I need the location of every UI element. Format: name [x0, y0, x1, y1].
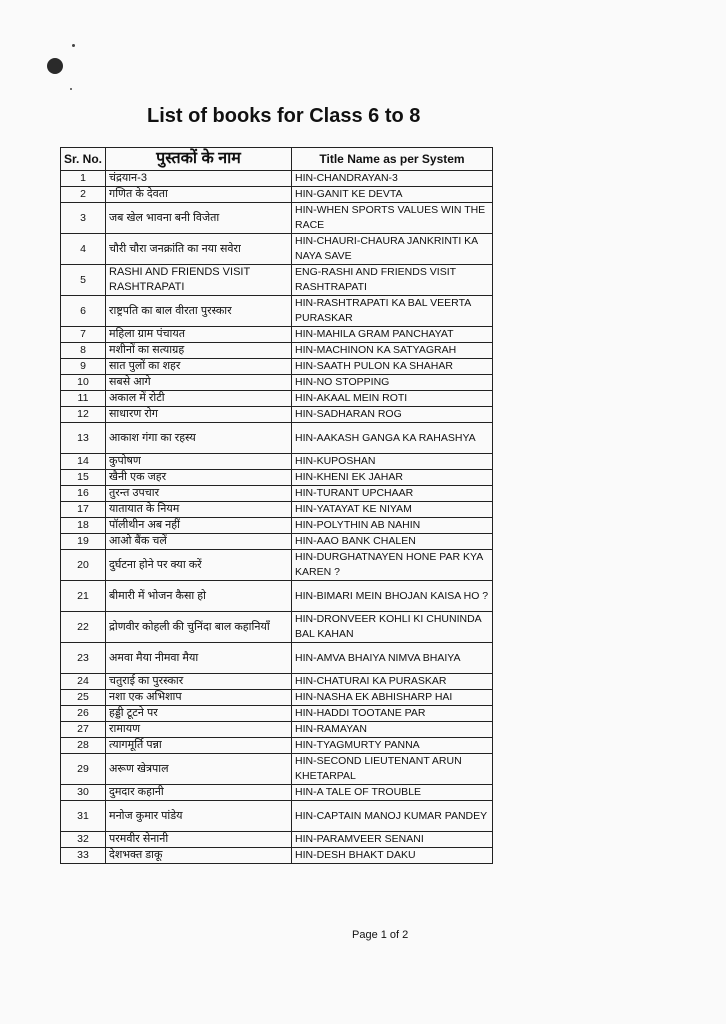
cell-sr-no: 22 — [61, 612, 106, 643]
cell-hindi-title: अकाल में रोटी — [106, 391, 292, 407]
cell-sr-no: 12 — [61, 407, 106, 423]
table-row — [61, 722, 493, 738]
cell-hindi-title: आओ बैंक चलें — [106, 534, 292, 550]
scan-speck — [70, 88, 72, 90]
table-row — [61, 359, 493, 375]
cell-system-title: HIN-CAPTAIN MANOJ KUMAR PANDEY — [292, 801, 493, 832]
cell-system-title: HIN-AAKASH GANGA KA RAHASHYA — [292, 423, 493, 454]
cell-hindi-title: चौरी चौरा जनक्रांति का नया सवेरा — [106, 234, 292, 265]
cell-hindi-title: यातायात के नियम — [106, 502, 292, 518]
cell-sr-no: 4 — [61, 234, 106, 265]
cell-system-title: HIN-TYAGMURTY PANNA — [292, 738, 493, 754]
table-row — [61, 550, 493, 581]
cell-sr-no: 26 — [61, 706, 106, 722]
cell-sr-no: 10 — [61, 375, 106, 391]
cell-hindi-title: कुपोषण — [106, 454, 292, 470]
table-row — [61, 296, 493, 327]
cell-sr-no: 25 — [61, 690, 106, 706]
table-row — [61, 423, 493, 454]
books-table-container — [60, 147, 492, 864]
cell-sr-no: 27 — [61, 722, 106, 738]
table-row — [61, 690, 493, 706]
cell-hindi-title: हड्डी टूटने पर — [106, 706, 292, 722]
cell-system-title: HIN-A TALE OF TROUBLE — [292, 785, 493, 801]
cell-sr-no: 30 — [61, 785, 106, 801]
table-row — [61, 848, 493, 864]
cell-hindi-title: आकाश गंगा का रहस्य — [106, 423, 292, 454]
cell-sr-no: 6 — [61, 296, 106, 327]
books-table — [60, 147, 493, 864]
cell-system-title: HIN-SAATH PULON KA SHAHAR — [292, 359, 493, 375]
cell-system-title: HIN-CHANDRAYAN-3 — [292, 171, 493, 187]
table-row — [61, 785, 493, 801]
cell-sr-no: 32 — [61, 832, 106, 848]
cell-hindi-title: सबसे आगे — [106, 375, 292, 391]
cell-system-title: HIN-NO STOPPING — [292, 375, 493, 391]
cell-system-title: HIN-YATAYAT KE NIYAM — [292, 502, 493, 518]
cell-system-title: ENG-RASHI AND FRIENDS VISIT RASHTRAPATI — [292, 265, 493, 296]
cell-hindi-title: तुरन्त उपचार — [106, 486, 292, 502]
cell-sr-no: 16 — [61, 486, 106, 502]
table-row — [61, 171, 493, 187]
cell-system-title: HIN-DESH BHAKT DAKU — [292, 848, 493, 864]
cell-system-title: HIN-CHATURAI KA PURASKAR — [292, 674, 493, 690]
cell-hindi-title: रामायण — [106, 722, 292, 738]
cell-system-title: HIN-KHENI EK JAHAR — [292, 470, 493, 486]
cell-system-title: HIN-NASHA EK ABHISHARP HAI — [292, 690, 493, 706]
cell-sr-no: 31 — [61, 801, 106, 832]
table-row — [61, 234, 493, 265]
table-row — [61, 265, 493, 296]
cell-sr-no: 1 — [61, 171, 106, 187]
table-row — [61, 502, 493, 518]
cell-hindi-title: खैनी एक जहर — [106, 470, 292, 486]
cell-hindi-title: नशा एक अभिशाप — [106, 690, 292, 706]
table-row — [61, 706, 493, 722]
cell-sr-no: 2 — [61, 187, 106, 203]
cell-sr-no: 7 — [61, 327, 106, 343]
cell-system-title: HIN-DURGHATNAYEN HONE PAR KYA KAREN ? — [292, 550, 493, 581]
cell-hindi-title: दुर्घटना होने पर क्या करें — [106, 550, 292, 581]
cell-system-title: HIN-AAO BANK CHALEN — [292, 534, 493, 550]
cell-system-title: HIN-HADDI TOOTANE PAR — [292, 706, 493, 722]
cell-sr-no: 33 — [61, 848, 106, 864]
table-row — [61, 643, 493, 674]
cell-system-title: HIN-BIMARI MEIN BHOJAN KAISA HO ? — [292, 581, 493, 612]
cell-sr-no: 29 — [61, 754, 106, 785]
table-body — [61, 171, 493, 864]
punch-hole — [47, 58, 63, 74]
table-row — [61, 612, 493, 643]
cell-hindi-title: महिला ग्राम पंचायत — [106, 327, 292, 343]
page-footer: Page 1 of 2 — [352, 929, 409, 941]
cell-hindi-title: RASHI AND FRIENDS VISIT RASHTRAPATI — [106, 265, 292, 296]
cell-system-title: HIN-CHAURI-CHAURA JANKRINTI KA NAYA SAVE — [292, 234, 493, 265]
table-row — [61, 327, 493, 343]
cell-sr-no: 20 — [61, 550, 106, 581]
cell-sr-no: 21 — [61, 581, 106, 612]
cell-hindi-title: गणित के देवता — [106, 187, 292, 203]
cell-sr-no: 28 — [61, 738, 106, 754]
cell-system-title: HIN-GANIT KE DEVTA — [292, 187, 493, 203]
cell-hindi-title: साधारण रोग — [106, 407, 292, 423]
cell-system-title: HIN-AKAAL MEIN ROTI — [292, 391, 493, 407]
cell-system-title: HIN-KUPOSHAN — [292, 454, 493, 470]
table-row — [61, 375, 493, 391]
scan-speck — [72, 44, 75, 47]
cell-sr-no: 8 — [61, 343, 106, 359]
cell-sr-no: 19 — [61, 534, 106, 550]
cell-sr-no: 14 — [61, 454, 106, 470]
cell-system-title: HIN-TURANT UPCHAAR — [292, 486, 493, 502]
cell-system-title: HIN-PARAMVEER SENANI — [292, 832, 493, 848]
table-row — [61, 343, 493, 359]
cell-hindi-title: सात पुलों का शहर — [106, 359, 292, 375]
cell-system-title: HIN-POLYTHIN AB NAHIN — [292, 518, 493, 534]
table-row — [61, 391, 493, 407]
header-hindi-title: पुस्तकों के नाम — [106, 148, 292, 171]
cell-hindi-title: जब खेल भावना बनी विजेता — [106, 203, 292, 234]
cell-sr-no: 24 — [61, 674, 106, 690]
cell-hindi-title: त्यागमूर्ति पन्ना — [106, 738, 292, 754]
cell-sr-no: 11 — [61, 391, 106, 407]
cell-hindi-title: मनोज कुमार पांडेय — [106, 801, 292, 832]
cell-hindi-title: दुमदार कहानी — [106, 785, 292, 801]
cell-sr-no: 13 — [61, 423, 106, 454]
table-row — [61, 187, 493, 203]
cell-hindi-title: मशीनों का सत्याग्रह — [106, 343, 292, 359]
cell-system-title: HIN-AMVA BHAIYA NIMVA BHAIYA — [292, 643, 493, 674]
header-system-title: Title Name as per System — [292, 148, 493, 171]
table-row — [61, 832, 493, 848]
table-row — [61, 738, 493, 754]
page-title: List of books for Class 6 to 8 — [147, 105, 421, 127]
cell-sr-no: 23 — [61, 643, 106, 674]
table-row — [61, 754, 493, 785]
cell-system-title: HIN-RAMAYAN — [292, 722, 493, 738]
table-row — [61, 486, 493, 502]
table-row — [61, 454, 493, 470]
cell-sr-no: 18 — [61, 518, 106, 534]
table-row — [61, 581, 493, 612]
cell-system-title: HIN-SADHARAN ROG — [292, 407, 493, 423]
cell-system-title: HIN-MAHILA GRAM PANCHAYAT — [292, 327, 493, 343]
cell-sr-no: 15 — [61, 470, 106, 486]
cell-hindi-title: बीमारी में भोजन कैसा हो — [106, 581, 292, 612]
cell-sr-no: 17 — [61, 502, 106, 518]
table-row — [61, 203, 493, 234]
cell-sr-no: 9 — [61, 359, 106, 375]
cell-hindi-title: अरूण खेत्रपाल — [106, 754, 292, 785]
table-row — [61, 674, 493, 690]
cell-system-title: HIN-WHEN SPORTS VALUES WIN THE RACE — [292, 203, 493, 234]
header-sr-no: Sr. No. — [61, 148, 106, 171]
cell-system-title: HIN-DRONVEER KOHLI KI CHUNINDA BAL KAHAN — [292, 612, 493, 643]
table-row — [61, 407, 493, 423]
cell-sr-no: 5 — [61, 265, 106, 296]
cell-hindi-title: चतुराई का पुरस्कार — [106, 674, 292, 690]
cell-system-title: HIN-MACHINON KA SATYAGRAH — [292, 343, 493, 359]
cell-hindi-title: द्रोणवीर कोहली की चुनिंदा बाल कहानियाँ — [106, 612, 292, 643]
cell-hindi-title: चंद्रयान-3 — [106, 171, 292, 187]
table-row — [61, 518, 493, 534]
cell-hindi-title: राष्ट्रपति का बाल वीरता पुरस्कार — [106, 296, 292, 327]
table-row — [61, 534, 493, 550]
cell-hindi-title: पॉलीथीन अब नहीं — [106, 518, 292, 534]
cell-hindi-title: देशभक्त डाकू — [106, 848, 292, 864]
cell-sr-no: 3 — [61, 203, 106, 234]
cell-hindi-title: अमवा मैया नीमवा मैया — [106, 643, 292, 674]
cell-hindi-title: परमवीर सेनानी — [106, 832, 292, 848]
table-row — [61, 801, 493, 832]
table-header-row — [61, 148, 493, 171]
cell-system-title: HIN-RASHTRAPATI KA BAL VEERTA PURASKAR — [292, 296, 493, 327]
table-row — [61, 470, 493, 486]
cell-system-title: HIN-SECOND LIEUTENANT ARUN KHETARPAL — [292, 754, 493, 785]
